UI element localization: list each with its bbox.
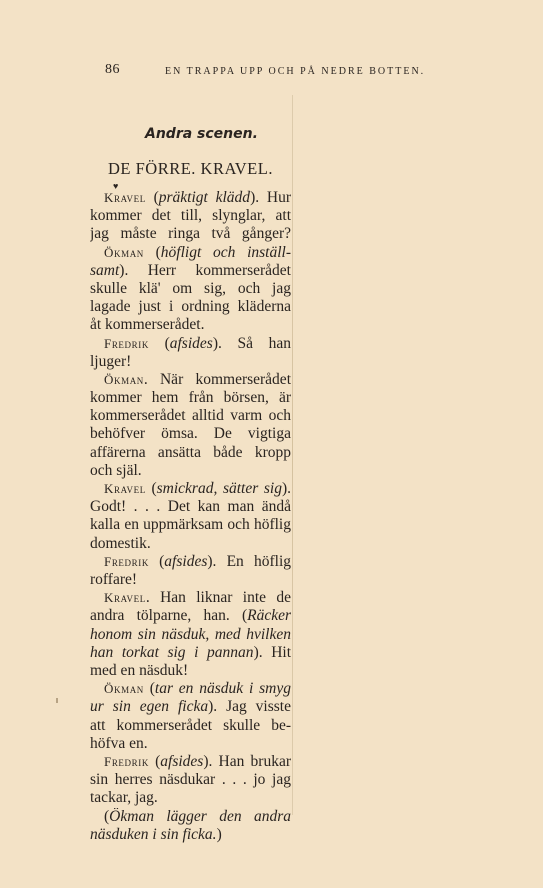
stage-direction: näsduken i sin ficka. (90, 825, 217, 843)
text-line (90, 662, 291, 680)
text-line (90, 480, 291, 498)
text-line (90, 626, 291, 644)
stage-direction: afsides (169, 334, 213, 352)
stage-direction: afsides (160, 752, 204, 770)
line-text: jag måste ringa två gånger? (90, 225, 291, 243)
line-text: domestik. (90, 534, 151, 552)
speaker-name: Fredrik (104, 753, 149, 769)
line-text: sin herres näsdukar . . . jo jag (90, 771, 291, 789)
page-number: 86 (105, 62, 120, 77)
stage-direction: Ökman lägger den andra (109, 807, 291, 825)
line-text: behöfver ömsa. De vigtiga (90, 425, 291, 443)
text-line (90, 444, 291, 462)
line-text: kommer hem från börsen, är (90, 389, 291, 407)
text-line (90, 389, 291, 407)
line-text: lagade just i ordning kläderna (90, 298, 291, 316)
line-text: tackar, jag. (90, 789, 158, 807)
margin-mark (56, 698, 58, 703)
line-text: ( (143, 680, 155, 698)
stage-direction: han torkat sig i pannan (90, 643, 254, 661)
line-text: . När kommerserådet (143, 370, 291, 388)
line-text: skulle klä' om sig, och jag (90, 279, 291, 297)
scene-title: Andra scenen. (145, 126, 258, 142)
text-line (90, 353, 291, 371)
line-text: med en näsduk! (90, 661, 189, 679)
line-text: ( (145, 189, 159, 206)
stage-direction: afsides (164, 552, 208, 570)
line-text: att kommerserådet skulle be- (90, 716, 291, 734)
text-line (90, 244, 291, 262)
stage-direction: ur sin egen ficka (90, 698, 209, 716)
column-rule (292, 95, 293, 815)
line-text: ( (143, 243, 161, 261)
line-text: ( (148, 752, 161, 770)
line-text: ( (148, 334, 170, 352)
line-text: höfva en. (90, 734, 148, 752)
line-text: ( (145, 480, 157, 498)
text-line (90, 462, 291, 480)
line-text: ). Hur (250, 189, 291, 206)
line-text: kommer det till, slynglar, att (90, 207, 291, 225)
line-text: ). Jag visste (208, 698, 291, 716)
text-line (90, 735, 291, 753)
speaker-name: Kravel (104, 590, 146, 606)
speaker-name: Ökman (104, 244, 144, 260)
text-line (90, 753, 291, 771)
stage-direction: Räcker (247, 607, 291, 625)
speaker-name: Fredrik (104, 335, 149, 351)
text-line (90, 262, 291, 280)
speaker-name: Kravel (104, 481, 146, 497)
text-line (90, 535, 291, 553)
line-text: ). (281, 480, 291, 498)
stage-direction: höfligt och inställ- (160, 243, 291, 261)
line-text: ( (148, 552, 165, 570)
line-text: Godt! . . . Det kan man ändå (90, 498, 291, 516)
speaker-name: Fredrik (104, 553, 149, 569)
text-line (90, 316, 291, 334)
line-text: andra tölparne, han. ( (90, 607, 248, 625)
text-line (90, 717, 291, 735)
speaker-name: Ökman (104, 371, 144, 387)
text-line (90, 644, 291, 662)
text-line (90, 789, 291, 807)
text-line (90, 771, 291, 789)
stage-direction: tar en näsduk i smyg (154, 680, 291, 698)
line-text: och själ. (90, 461, 142, 479)
line-text: ). Han brukar (203, 752, 291, 770)
text-line (90, 571, 291, 589)
text-line (90, 335, 291, 353)
line-text: roffare! (90, 571, 138, 588)
stage-direction: smickrad, sätter sig (156, 480, 282, 498)
line-text: ). Herr kommerserådet (119, 261, 291, 279)
text-line (90, 808, 291, 826)
line-text: ljuger! (90, 352, 132, 370)
line-text: åt kommerserådet. (90, 316, 205, 334)
line-text: ). En höflig (207, 552, 291, 570)
text-line (90, 498, 291, 516)
speaker-name: Kravel (104, 190, 146, 205)
text-line (90, 225, 291, 243)
line-text: ). Så han (212, 334, 291, 352)
text-line (90, 425, 291, 443)
line-text: ) (216, 825, 222, 843)
text-line (90, 826, 291, 844)
text-line (90, 607, 291, 625)
text-line (90, 553, 291, 571)
running-head: EN TRAPPA UPP OCH PÅ NEDRE BOTTEN. (165, 66, 426, 77)
stage-direction: honom sin näsduk, med hvilken (90, 625, 291, 643)
line-text: affärerna ansätta både kropp (90, 443, 291, 461)
text-line (90, 298, 291, 316)
text-line (90, 207, 291, 225)
text-line (90, 189, 291, 207)
text-line (90, 371, 291, 389)
line-text: . Han liknar inte de (145, 589, 291, 607)
speaker-name: Ökman (104, 681, 144, 697)
ornament-icon: ♥ (113, 181, 119, 191)
line-text: kommerserådet alltid varm och (90, 407, 291, 425)
stage-direction: präktigt klädd (158, 189, 251, 206)
text-line (90, 589, 291, 607)
line-text: ). Hit (253, 643, 291, 661)
stage-direction: samt (90, 261, 120, 279)
text-line (90, 516, 291, 534)
line-text: kalla en uppmärksam och höflig (90, 516, 291, 534)
dialogue-text (90, 189, 291, 844)
text-line (90, 680, 291, 698)
line-text: ( (104, 807, 110, 825)
scene-cast: DE FÖRRE. KRAVEL. (108, 159, 273, 178)
text-line (90, 698, 291, 716)
text-line (90, 407, 291, 425)
text-line (90, 280, 291, 298)
